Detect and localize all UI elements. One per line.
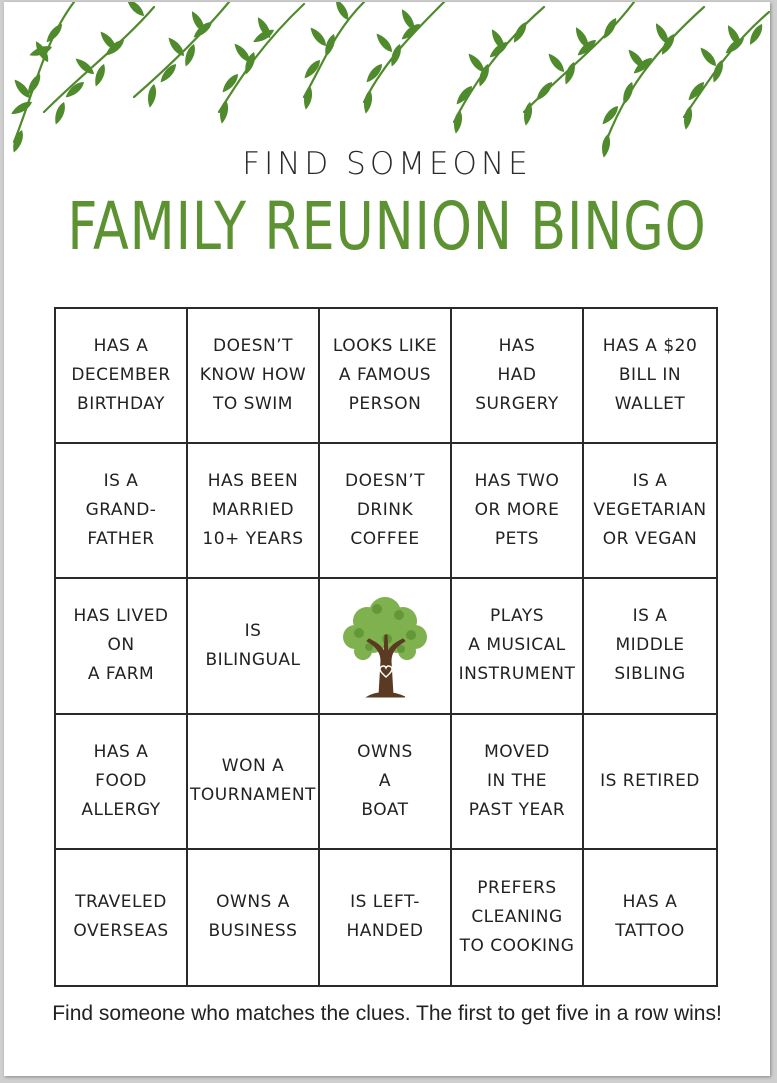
- bingo-cell[interactable]: IS RETIRED: [584, 715, 716, 850]
- bingo-card: [4, 2, 770, 1076]
- bingo-cell[interactable]: HAS A DECEMBER BIRTHDAY: [56, 309, 188, 444]
- page-title: FAMILY REUNION BINGO: [67, 188, 707, 265]
- bingo-cell[interactable]: PREFERS CLEANING TO COOKING: [452, 850, 584, 985]
- bingo-cell[interactable]: HAS A TATTOO: [615, 892, 685, 942]
- free-space-cell[interactable]: [320, 579, 452, 714]
- tree-heart-icon: [337, 591, 433, 701]
- leaf-garland-icon: [4, 2, 770, 162]
- bingo-cell[interactable]: OWNS A BUSINESS: [188, 850, 320, 985]
- bingo-cell[interactable]: IS BILINGUAL: [188, 579, 320, 714]
- bingo-cell[interactable]: IS A VEGETARIAN OR VEGAN: [584, 444, 716, 579]
- bingo-cell[interactable]: IS LEFT- HANDED: [320, 850, 452, 985]
- bingo-cell[interactable]: HAS A FOOD ALLERGY: [56, 715, 188, 850]
- bingo-cell[interactable]: HAS A $20 BILL IN WALLET: [584, 309, 716, 444]
- bingo-cell[interactable]: PLAYS A MUSICAL INSTRUMENT: [452, 579, 584, 714]
- bingo-cell[interactable]: DOESN’T KNOW HOW TO SWIM: [188, 309, 320, 444]
- bingo-cell[interactable]: HAS LIVED ON A FARM: [56, 579, 188, 714]
- bingo-cell[interactable]: LOOKS LIKE A FAMOUS PERSON: [320, 309, 452, 444]
- bingo-cell[interactable]: OWNS A BOAT: [320, 715, 452, 850]
- bingo-cell[interactable]: IS A MIDDLE SIBLING: [584, 579, 716, 714]
- bingo-cell[interactable]: HAS BEEN MARRIED 10+ YEARS: [188, 444, 320, 579]
- bingo-cell[interactable]: MOVED IN THE PAST YEAR: [452, 715, 584, 850]
- bingo-cell[interactable]: HAS TWO OR MORE PETS: [452, 444, 584, 579]
- bingo-cell[interactable]: TRAVELED OVERSEAS: [56, 850, 188, 985]
- subtitle: FIND SOMEONE: [242, 146, 532, 182]
- bingo-cell[interactable]: DOESN’T DRINK COFFEE: [320, 444, 452, 579]
- bingo-cell[interactable]: IS A GRAND- FATHER: [56, 444, 188, 579]
- bingo-cell[interactable]: HAS HAD SURGERY: [452, 309, 584, 444]
- instructions-text: Find someone who matches the clues. The first to get five in a row wins!: [52, 1002, 722, 1025]
- bingo-grid: [54, 307, 718, 987]
- bingo-cell[interactable]: WON A TOURNAMENT: [188, 715, 320, 850]
